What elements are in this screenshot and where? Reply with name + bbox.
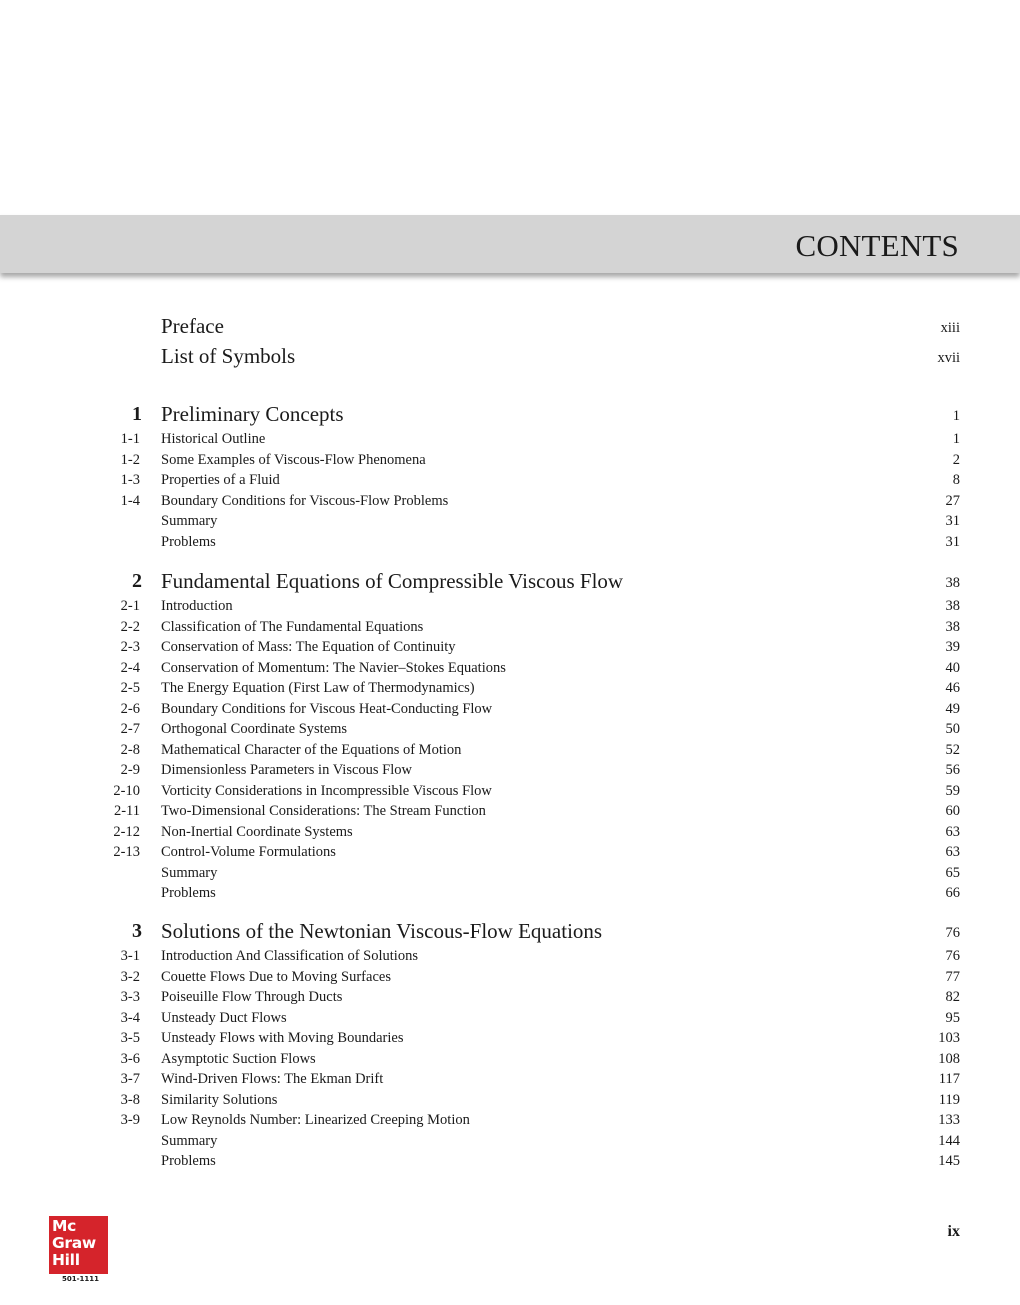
section-title: Low Reynolds Number: Linearized Creeping Motion bbox=[161, 1112, 470, 1128]
section-number: 1-4 bbox=[120, 492, 140, 509]
toc-section-row[interactable] bbox=[0, 883, 1020, 903]
toc-front-entry[interactable] bbox=[0, 312, 1020, 340]
chapter-number: 1 bbox=[132, 403, 142, 425]
toc-chapter-3[interactable] bbox=[0, 917, 1020, 945]
section-page: 8 bbox=[952, 472, 960, 488]
section-page: 1 bbox=[952, 431, 960, 447]
section-title: Vorticity Considerations in Incompressible Viscous Flow bbox=[161, 782, 492, 799]
section-title: Poiseuille Flow Through Ducts bbox=[161, 989, 343, 1005]
section-title: Mathematical Character of the Equations of Motion bbox=[161, 741, 462, 758]
section-title: Some Examples of Viscous-Flow Phenomena bbox=[161, 451, 426, 468]
section-page: 108 bbox=[938, 1050, 960, 1067]
section-title: Problems bbox=[161, 885, 216, 901]
chapter-title: Solutions of the Newtonian Viscous-Flow Equations bbox=[161, 919, 603, 943]
section-title: Historical Outline bbox=[161, 431, 266, 447]
section-page: 39 bbox=[945, 639, 960, 655]
chapter-page: 76 bbox=[945, 925, 960, 941]
section-page: 82 bbox=[945, 989, 960, 1005]
section-number: 2-4 bbox=[120, 659, 140, 676]
section-number: 2-9 bbox=[120, 762, 140, 778]
section-page: 38 bbox=[945, 618, 960, 635]
section-title: Summary bbox=[161, 513, 218, 529]
section-title: Summary bbox=[161, 1132, 218, 1149]
toc-section-row[interactable] bbox=[0, 967, 1020, 987]
section-number: 2-7 bbox=[120, 721, 140, 737]
section-page: 119 bbox=[938, 1091, 960, 1108]
toc-section-row[interactable] bbox=[0, 617, 1020, 637]
toc-section-row[interactable] bbox=[0, 637, 1020, 657]
section-title: Dimensionless Parameters in Viscous Flow bbox=[161, 762, 412, 778]
section-page: 77 bbox=[945, 968, 960, 985]
section-page: 144 bbox=[938, 1132, 960, 1149]
section-title: Couette Flows Due to Moving Surfaces bbox=[161, 968, 391, 985]
section-title: Boundary Conditions for Viscous Heat-Conducting Flow bbox=[161, 700, 493, 717]
section-page: 46 bbox=[945, 680, 960, 696]
toc-section-row[interactable] bbox=[0, 842, 1020, 862]
section-page: 50 bbox=[945, 721, 960, 737]
toc-section-row[interactable] bbox=[0, 1049, 1020, 1069]
section-page: 52 bbox=[945, 741, 960, 758]
toc-section-row[interactable] bbox=[0, 532, 1020, 552]
section-page: 76 bbox=[945, 948, 960, 964]
section-title: Conservation of Mass: The Equation of Continuity bbox=[161, 639, 456, 655]
section-number: 1-2 bbox=[120, 451, 140, 468]
toc-section-row[interactable] bbox=[0, 678, 1020, 698]
section-page: 31 bbox=[945, 533, 960, 550]
section-number: 2-5 bbox=[120, 680, 140, 696]
section-title: Wind-Driven Flows: The Ekman Drift bbox=[161, 1071, 384, 1087]
section-page: 60 bbox=[945, 803, 960, 819]
section-number: 2-1 bbox=[120, 598, 140, 614]
toc-section-row[interactable] bbox=[0, 511, 1020, 531]
toc-section-row[interactable] bbox=[0, 946, 1020, 966]
toc-entry-page: xvii bbox=[937, 350, 960, 366]
chapter-page: 1 bbox=[952, 408, 960, 424]
section-title: Asymptotic Suction Flows bbox=[161, 1050, 316, 1067]
toc-section-row[interactable] bbox=[0, 760, 1020, 780]
section-number: 2-8 bbox=[120, 741, 140, 758]
toc-section-row[interactable] bbox=[0, 450, 1020, 470]
section-page: 31 bbox=[945, 513, 960, 529]
toc-section-row[interactable] bbox=[0, 987, 1020, 1007]
toc-section-row[interactable] bbox=[0, 1131, 1020, 1151]
section-page: 56 bbox=[945, 762, 960, 778]
section-title: Non-Inertial Coordinate Systems bbox=[161, 823, 353, 840]
page-number: ix bbox=[947, 1223, 960, 1240]
toc-section-row[interactable] bbox=[0, 596, 1020, 616]
logo-line: Graw bbox=[52, 1234, 96, 1252]
section-page: 59 bbox=[945, 782, 960, 799]
section-page: 27 bbox=[945, 492, 960, 509]
section-number: 3-3 bbox=[120, 989, 140, 1005]
toc-section-row[interactable] bbox=[0, 1008, 1020, 1028]
section-number: 3-8 bbox=[120, 1091, 140, 1108]
section-title: Similarity Solutions bbox=[161, 1091, 278, 1108]
section-page: 38 bbox=[945, 598, 960, 614]
section-number: 2-13 bbox=[113, 844, 140, 860]
section-number: 2-2 bbox=[120, 618, 140, 635]
section-number: 1-3 bbox=[120, 472, 140, 488]
section-number: 2-3 bbox=[120, 639, 140, 655]
section-number: 3-5 bbox=[120, 1030, 140, 1046]
toc-section-row[interactable] bbox=[0, 1028, 1020, 1048]
toc-section-row[interactable] bbox=[0, 781, 1020, 801]
section-number: 1-1 bbox=[120, 431, 140, 447]
section-title: Unsteady Flows with Moving Boundaries bbox=[161, 1030, 404, 1046]
section-page: 63 bbox=[945, 844, 960, 860]
logo-line: Mc bbox=[52, 1217, 77, 1235]
section-title: Conservation of Momentum: The Navier–Stokes Equations bbox=[161, 659, 506, 676]
section-title: Introduction And Classification of Solutions bbox=[161, 948, 418, 964]
section-number: 3-1 bbox=[120, 948, 140, 964]
section-number: 3-9 bbox=[120, 1112, 140, 1128]
toc-section-row[interactable] bbox=[0, 801, 1020, 821]
section-title: The Energy Equation (First Law of Thermodynamics) bbox=[161, 680, 475, 696]
toc-entry-title: Preface bbox=[161, 314, 224, 338]
chapter-number: 2 bbox=[132, 570, 142, 592]
toc-entry-page: xiii bbox=[940, 320, 960, 336]
chapter-number: 3 bbox=[132, 920, 142, 942]
toc-section-row[interactable] bbox=[0, 699, 1020, 719]
section-number: 3-7 bbox=[120, 1071, 140, 1087]
section-title: Properties of a Fluid bbox=[161, 472, 280, 488]
section-number: 2-10 bbox=[113, 782, 140, 799]
section-title: Problems bbox=[161, 1153, 216, 1169]
toc-section-row[interactable] bbox=[0, 863, 1020, 883]
section-number: 2-12 bbox=[113, 823, 140, 840]
toc-section-row[interactable] bbox=[0, 429, 1020, 449]
section-number: 2-11 bbox=[113, 803, 140, 819]
toc-entry-title: List of Symbols bbox=[161, 344, 296, 368]
section-title: Introduction bbox=[161, 598, 233, 614]
toc-section-row[interactable] bbox=[0, 470, 1020, 490]
section-page: 117 bbox=[938, 1071, 960, 1087]
section-page: 63 bbox=[945, 823, 960, 840]
section-title: Summary bbox=[161, 864, 218, 881]
section-page: 95 bbox=[945, 1009, 960, 1026]
section-page: 49 bbox=[945, 700, 960, 717]
chapter-page: 38 bbox=[945, 575, 960, 591]
section-page: 145 bbox=[938, 1153, 960, 1169]
section-title: Control-Volume Formulations bbox=[161, 844, 336, 860]
toc-section-row[interactable] bbox=[0, 822, 1020, 842]
section-title: Orthogonal Coordinate Systems bbox=[161, 721, 348, 737]
section-number: 2-6 bbox=[120, 700, 140, 717]
section-number: 3-6 bbox=[120, 1050, 140, 1067]
section-page: 103 bbox=[938, 1030, 960, 1046]
section-number: 3-2 bbox=[120, 968, 140, 985]
section-page: 2 bbox=[952, 451, 960, 468]
section-page: 66 bbox=[945, 885, 960, 901]
section-title: Classification of The Fundamental Equations bbox=[161, 618, 424, 635]
chapter-title: Preliminary Concepts bbox=[161, 402, 344, 426]
toc-section-row[interactable] bbox=[0, 719, 1020, 739]
section-number: 3-4 bbox=[120, 1009, 140, 1026]
toc-section-row[interactable] bbox=[0, 1110, 1020, 1130]
toc-section-row[interactable] bbox=[0, 1069, 1020, 1089]
toc-section-row[interactable] bbox=[0, 658, 1020, 678]
section-title: Boundary Conditions for Viscous-Flow Problems bbox=[161, 492, 449, 509]
page-title: CONTENTS bbox=[795, 228, 959, 263]
section-page: 133 bbox=[938, 1112, 960, 1128]
toc-section-row[interactable] bbox=[0, 491, 1020, 511]
chapter-title: Fundamental Equations of Compressible Viscous Flow bbox=[161, 569, 624, 593]
section-page: 40 bbox=[945, 659, 960, 676]
section-page: 65 bbox=[945, 864, 960, 881]
toc-chapter-1[interactable] bbox=[0, 400, 1020, 428]
toc-chapter-2[interactable] bbox=[0, 567, 1020, 595]
logo-code: 501-1111 bbox=[62, 1275, 99, 1283]
section-title: Problems bbox=[161, 533, 216, 550]
toc-section-row[interactable] bbox=[0, 740, 1020, 760]
logo-line: Hill bbox=[52, 1251, 80, 1269]
publisher-logo bbox=[49, 1216, 108, 1274]
toc-front-entry[interactable] bbox=[0, 342, 1020, 370]
toc-section-row[interactable] bbox=[0, 1090, 1020, 1110]
section-title: Two-Dimensional Considerations: The Stream Function bbox=[161, 803, 486, 819]
toc-section-row[interactable] bbox=[0, 1151, 1020, 1171]
section-title: Unsteady Duct Flows bbox=[161, 1009, 287, 1026]
